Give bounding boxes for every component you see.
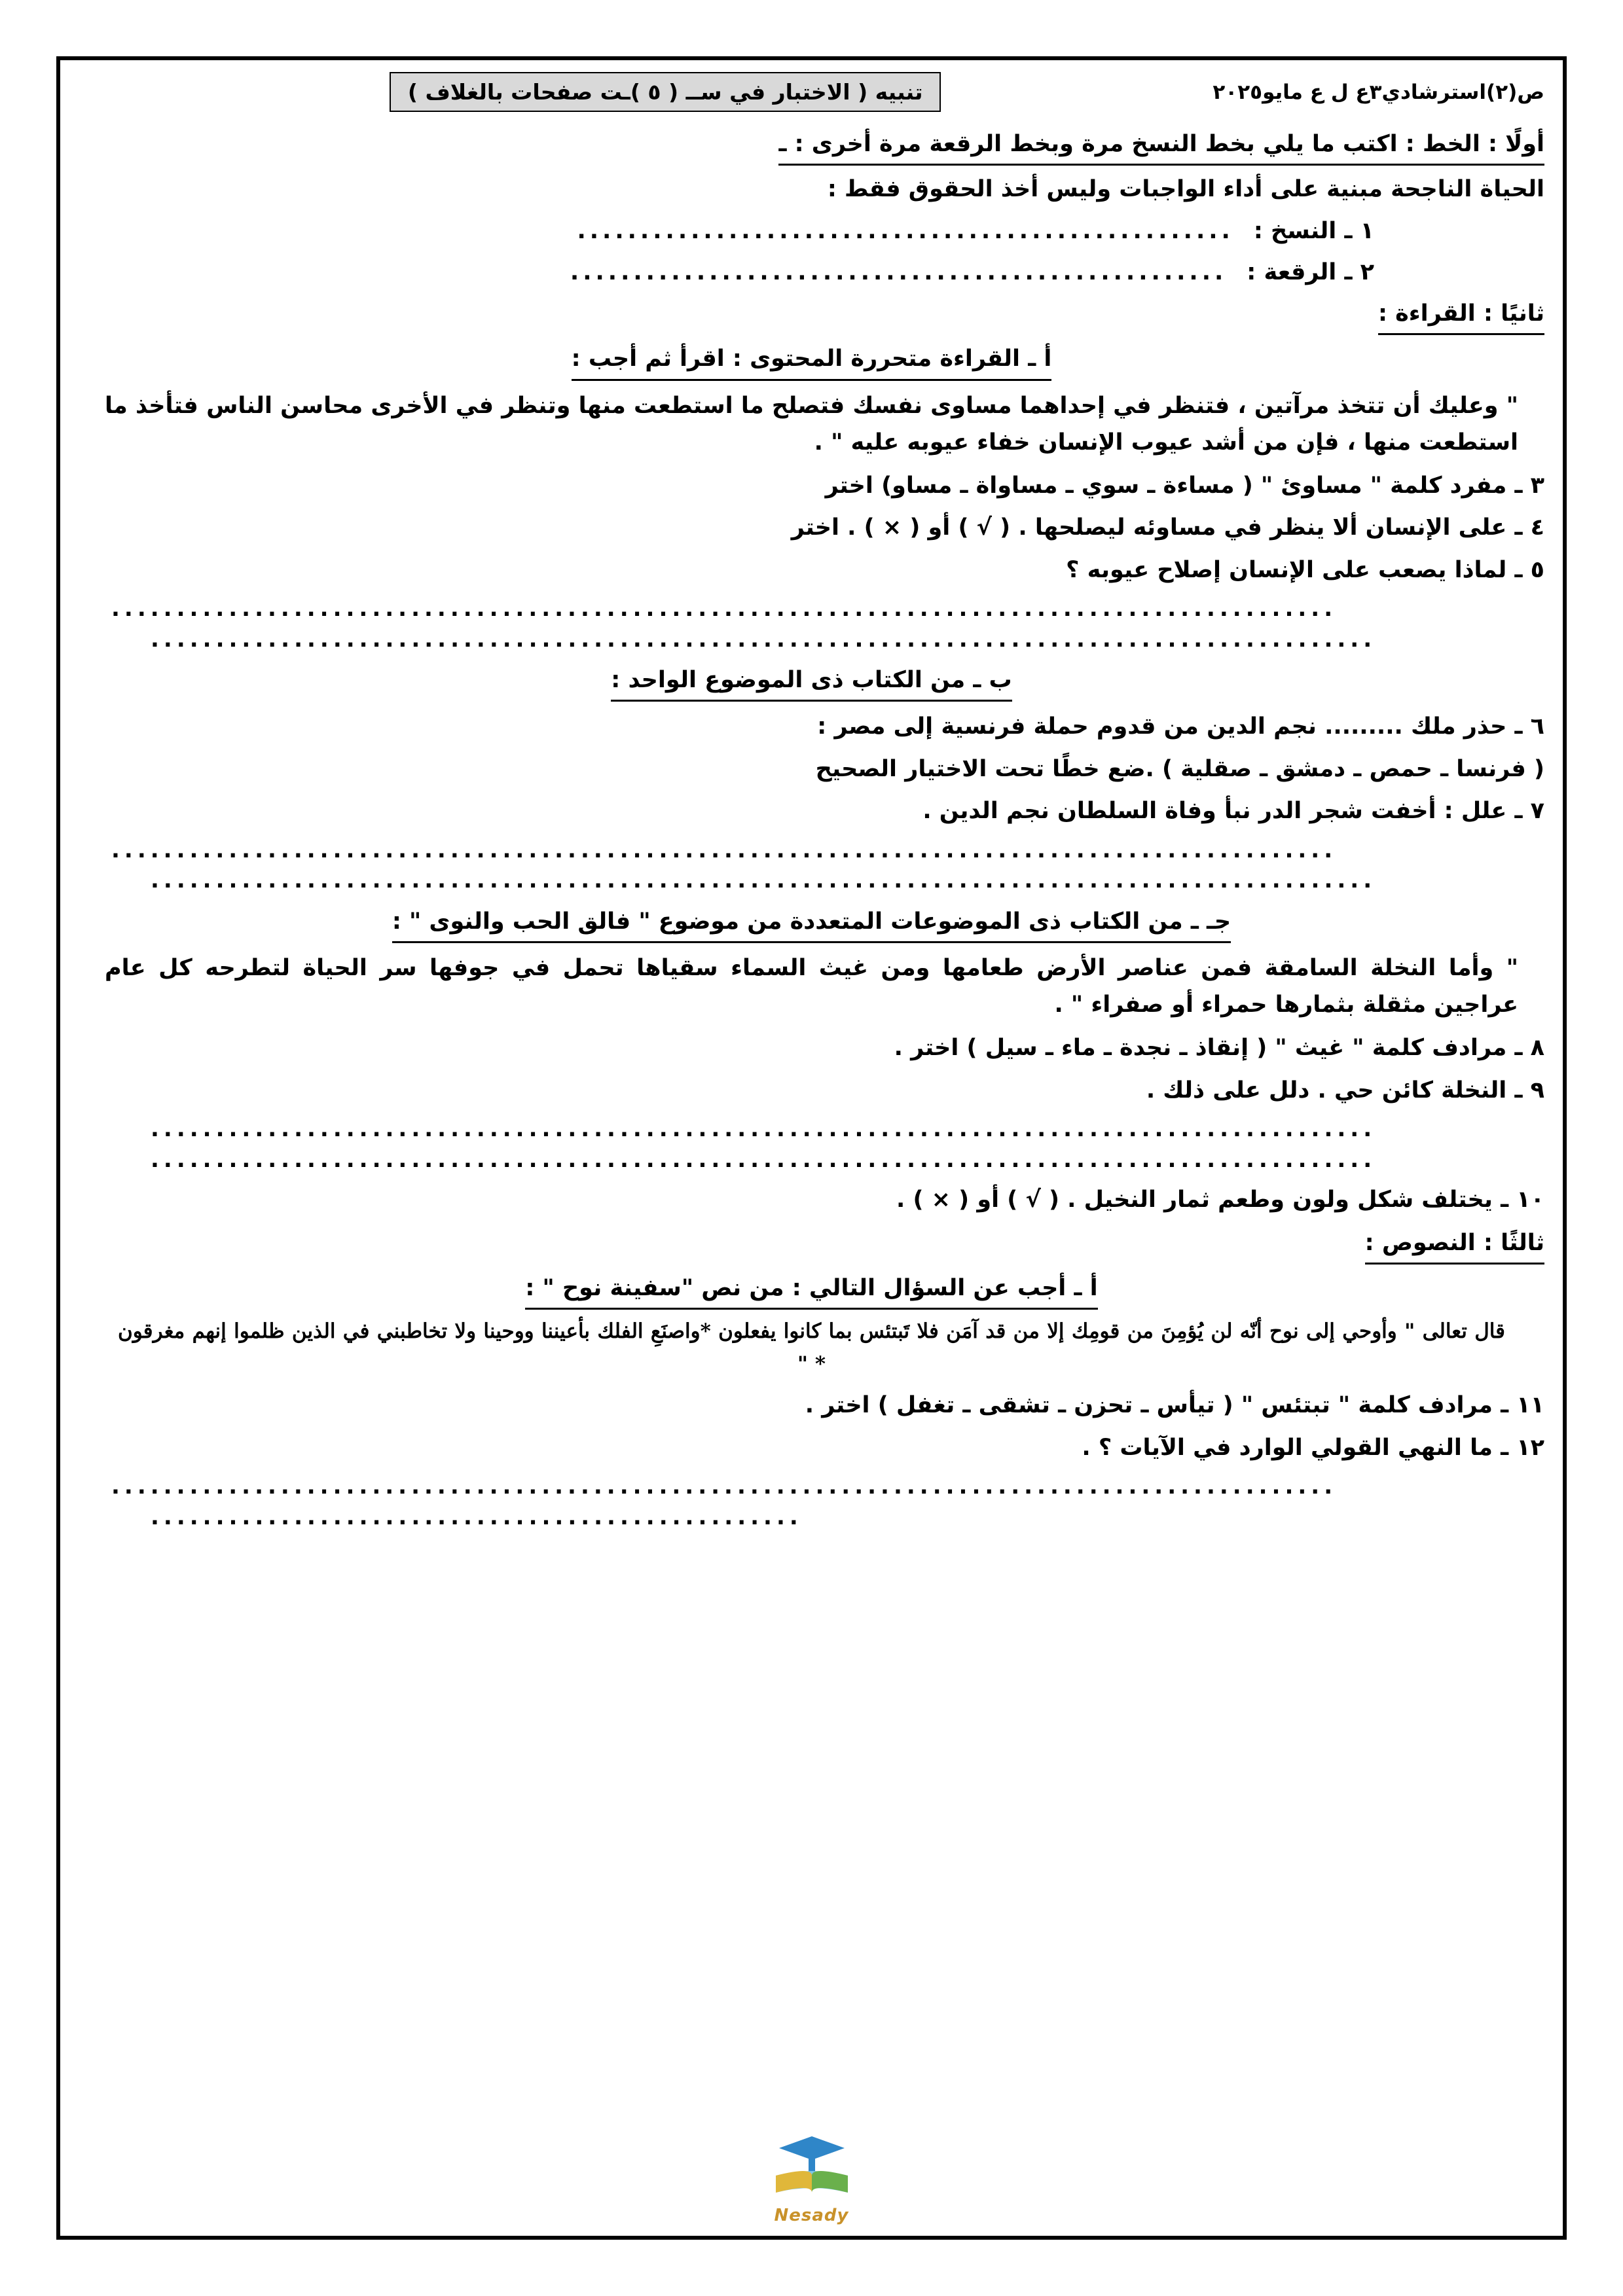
answer-line[interactable]: .............................................................................................. [111, 1473, 1338, 1500]
page-header [79, 72, 1544, 112]
multi-topic-passage: " وأما النخلة السامقة فمن عناصر الأرض طعامها ومن غيث السماء سقياها تحمل في جوفها سر الحياة لتطرحه كل عام عراجين مثقلة بثمارها حمراء أو صفراء " . [105, 955, 1518, 1018]
section-first-sentence: الحياة الناجحة مبنية على أداء الواجبات وليس أخذ الحقوق فقط : [827, 176, 1544, 203]
single-topic-title: ب ـ من الكتاب ذى الموضوع الواحد : [79, 662, 1544, 702]
answer-line[interactable]: .............................................................................................. [151, 1146, 1377, 1173]
question-3: ٣ ـ مفرد كلمة " مساوئ " ( مساءة ـ سوي ـ مساواة ـ مساو) اختر [825, 472, 1544, 499]
question-9: ٩ ـ النخلة كائن حي . دلل على ذلك . [1146, 1077, 1544, 1103]
logo-text: Nesady [774, 2206, 849, 2225]
answer-line[interactable]: .............................................................................................. [151, 626, 1377, 653]
first-item-1-label: ١ ـ النسخ : [1253, 217, 1374, 244]
multi-topic-answer-lines [79, 1115, 1544, 1174]
header-banner: تنبيه ( الاختبار في ســ ( ٥ )ـت صفحات بالغلاف ) [390, 72, 941, 112]
first-item-2-label: ٢ ـ الرقعة : [1247, 259, 1374, 285]
page-content [79, 72, 1544, 2231]
question-6-options: ( فرنسا ـ حمص ـ دمشق ـ صقلية ) .ضع خطًا تحت الاختيار الصحيح [815, 755, 1544, 782]
question-6: ٦ ـ حذر ملك ......... نجم الدين من قدوم حملة فرنسية إلى مصر : [817, 713, 1544, 740]
question-10: ١٠ ـ يختلف شكل ولون وطعم ثمار النخيل . ( √ ) أو ( × ) . [896, 1187, 1544, 1213]
reading-answer-lines [79, 595, 1544, 653]
header-left-note: ص(٢)استرشادي٣ع ل ع مايو٢٠٢٥ [1213, 80, 1544, 104]
first-item-1-dots[interactable]: .................................................... [577, 217, 1234, 244]
multi-topic-title: جـ ـ من الكتاب ذى الموضوعات المتعددة من موضوع " فالق الحب والنوى " : [79, 904, 1544, 943]
section-second-title: ثانيًا : القراءة : [79, 296, 1544, 335]
reading-a-title: أ ـ القراءة متحررة المحتوى : اقرأ ثم أجب : [79, 341, 1544, 380]
answer-line[interactable]: .............................................................................................. [111, 836, 1338, 863]
single-topic-answer-lines [79, 836, 1544, 895]
answer-line[interactable]: .................................................. [151, 1503, 803, 1530]
answer-line[interactable]: .............................................................................................. [111, 596, 1338, 622]
question-12: ١٢ ـ ما النهي القولي الوارد في الآيات ؟ . [1082, 1434, 1544, 1461]
texts-verse: قال تعالى " وأوحي إلى نوح أنّه لن يُؤمِنَ من قومِك إلا من قد آمَن فلا تَبتئس بما كانوا يفعلون *واصنَعِ الفلك بأعيننا ووحينا ولا تخاطبني في الذين ظلموا إنهم مغرقون * " [118, 1319, 1505, 1376]
first-item-2-dots[interactable]: .................................................... [570, 259, 1228, 285]
texts-a-title: أ ـ أجب عن السؤال التالي : من نص "سفينة نوح " : [79, 1270, 1544, 1310]
texts-answer-lines [79, 1473, 1544, 1531]
question-4: ٤ ـ على الإنسان ألا ينظر في مساوئه ليصلحها . ( √ ) أو ( × ) . اختر [791, 514, 1544, 541]
footer-logo [79, 2130, 1544, 2225]
question-7: ٧ ـ علل : أخفت شجر الدر نبأ وفاة السلطان نجم الدين . [922, 798, 1544, 825]
section-first-title: أولًا : الخط : اكتب ما يلي بخط النسخ مرة وبخط الرقعة مرة أخرى : ـ [79, 126, 1544, 166]
question-8: ٨ ـ مرادف كلمة " غيث " ( إنقاذ ـ نجدة ـ ماء ـ سيل ) اختر . [894, 1035, 1544, 1061]
answer-line[interactable]: .............................................................................................. [151, 867, 1377, 894]
first-item-1-row [79, 213, 1544, 249]
reading-passage: " وعليك أن تتخذ مرآتين ، فتنظر في إحداهما مساوى نفسك فتصلح ما استطعت منها وتنظر في الأخرى محاسن الناس فتأخذ ما استطعت منها ، فإن من أشد عيوب الإنسان خفاء عيوبه عليه " . [105, 392, 1518, 456]
answer-line[interactable]: .............................................................................................. [151, 1116, 1377, 1142]
first-item-2-row [79, 255, 1544, 290]
question-11: ١١ ـ مرادف كلمة " تبتئس " ( تيأس ـ تحزن ـ تشقى ـ تغفل ) اختر . [805, 1392, 1544, 1419]
section-third-title: ثالثًا : النصوص : [79, 1225, 1544, 1265]
question-5: ٥ ـ لماذا يصعب على الإنسان إصلاح عيوبه ؟ [1066, 556, 1544, 583]
graduation-book-icon [756, 2130, 867, 2208]
